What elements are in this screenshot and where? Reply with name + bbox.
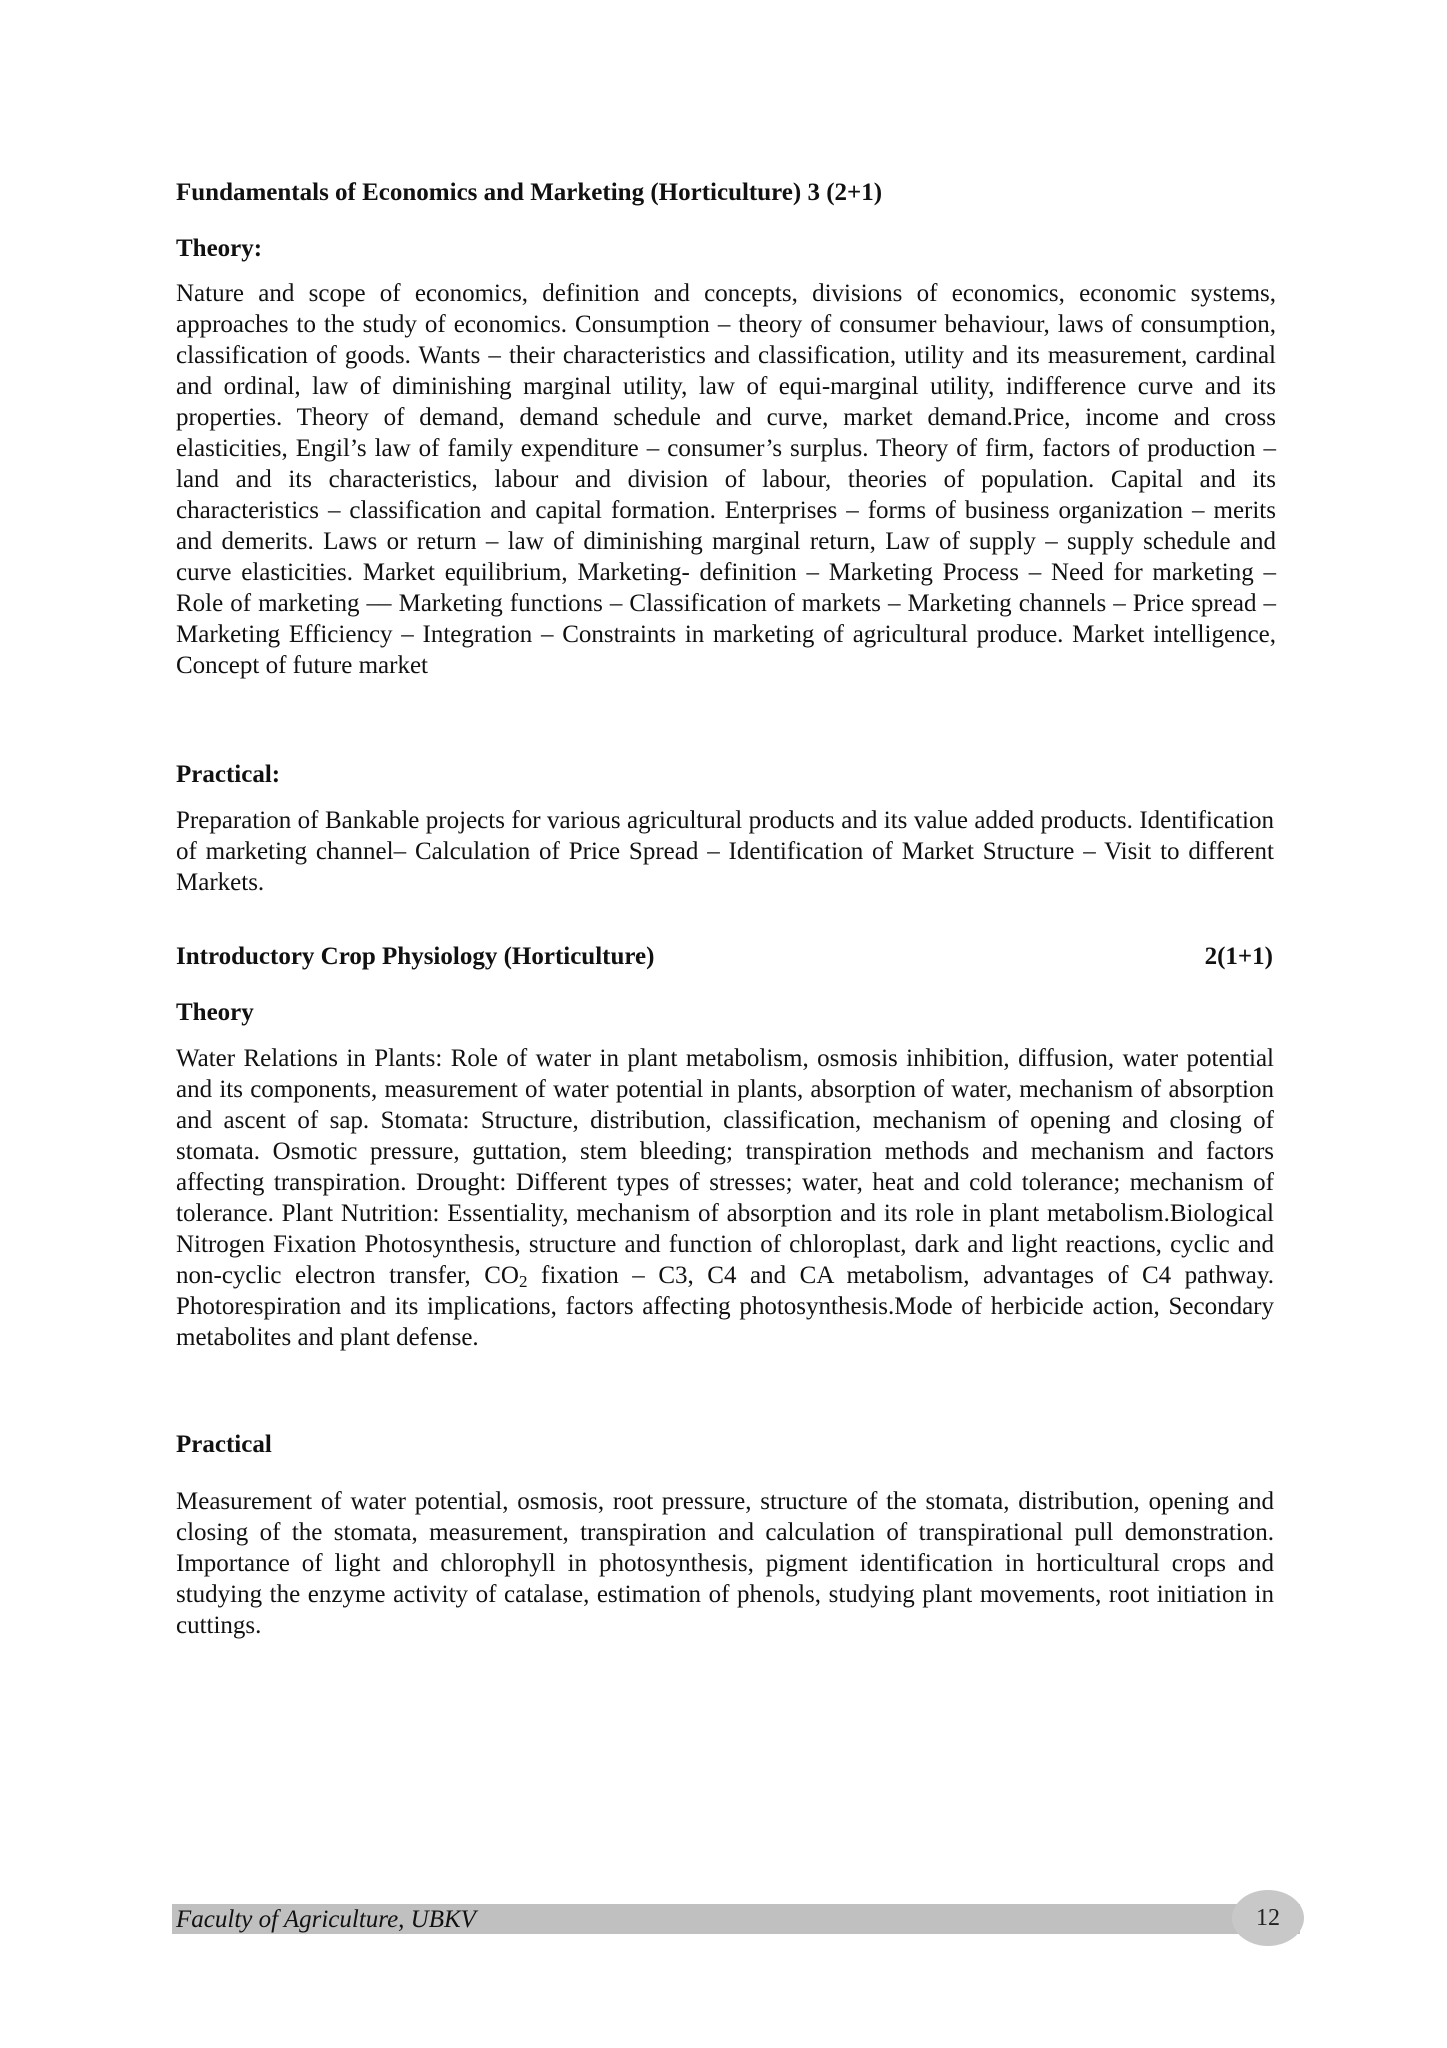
practical-text-economics: Preparation of Bankable projects for various agricultural products and its value added products. Identification of marketing channel– Calculation of Price Spread – Identification of Market Structure – Visit to different Markets. xyxy=(176,807,1274,896)
theory-text-part2: fixation – C3, C4 and CA metabolism, advantages of C4 pathway. Photorespiration and its implications, factors affecting photosynthesis.Mode of herbicide action, Secondary metabolites and plant defense. xyxy=(176,1262,1274,1351)
theory-heading-physiology: Theory xyxy=(176,999,254,1026)
course-title-physiology: Introductory Crop Physiology (Horticulture) xyxy=(176,943,655,970)
practical-heading-physiology: Practical xyxy=(176,1431,272,1458)
course-title-row-physiology xyxy=(176,941,1273,972)
course-credits-physiology: 2(1+1) xyxy=(1204,943,1273,970)
practical-text-physiology: Measurement of water potential, osmosis, root pressure, structure of the stomata, distribution, opening and closing of the stomata, measurement, transpiration and calculation of transpirational pull demonstration. Importance of light and chlorophyll in photosynthesis, pigment identification in horticultural crops and studying the enzyme activity of catalase, estimation of phenols, studying plant movements, root initiation in cuttings. xyxy=(176,1488,1274,1639)
theory-text-economics: Nature and scope of economics, definition and concepts, divisions of economics, economic systems, approaches to the study of economics. Consumption – theory of consumer behaviour, laws of consumption, classification of goods. Wants – their characteristics and classification, utility and its measurement, cardinal and ordinal, law of diminishing marginal utility, law of equi-marginal utility, indifference curve and its properties. Theory of demand, demand schedule and curve, market demand.Price, income and cross elasticities, Engil’s law of family expenditure – consumer’s surplus. Theory of firm, factors of production – land and its characteristics, labour and division of labour, theories of population. Capital and its characteristics – classification and capital formation. Enterprises – forms of business organization – merits and demerits. Laws or return – law of diminishing marginal return, Law of supply – supply schedule and curve elasticities. Market equilibrium, Marketing- definition – Marketing Process – Need for marketing – Role of marketing –– Marketing functions – Classification of markets – Marketing channels – Price spread – Marketing Efficiency – Integration – Constraints in marketing of agricultural produce. Market intelligence, Concept of future market xyxy=(176,280,1276,679)
course-title-economics: Fundamentals of Economics and Marketing (Horticulture) 3 (2+1) xyxy=(176,179,883,206)
footer-institution: Faculty of Agriculture, UBKV xyxy=(176,1906,476,1933)
co2-subscript: 2 xyxy=(518,1272,528,1291)
theory-text-part1: Water Relations in Plants: Role of water in plant metabolism, osmosis inhibition, diffusion, water potential and its components, measurement of water potential in plants, absorption of water, mechanism of absorption and ascent of sap. Stomata: Structure, distribution, classification, mechanism of opening and closing of stomata. Osmotic pressure, guttation, stem bleeding; transpiration methods and mechanism and factors affecting transpiration. Drought: Different types of stresses; water, heat and cold tolerance; mechanism of tolerance. Plant Nutrition: Essentiality, mechanism of absorption and its role in plant metabolism.Biological Nitrogen Fixation Photosynthesis, structure and function of chloroplast, dark and light reactions, cyclic and non-cyclic electron transfer, CO xyxy=(176,1045,1274,1289)
practical-heading-economics: Practical: xyxy=(176,761,281,788)
theory-heading-economics: Theory: xyxy=(176,235,263,262)
page-number-badge: 12 xyxy=(1232,1890,1304,1946)
theory-text-physiology xyxy=(176,1043,1274,1353)
footer-bar xyxy=(172,1904,1300,1934)
